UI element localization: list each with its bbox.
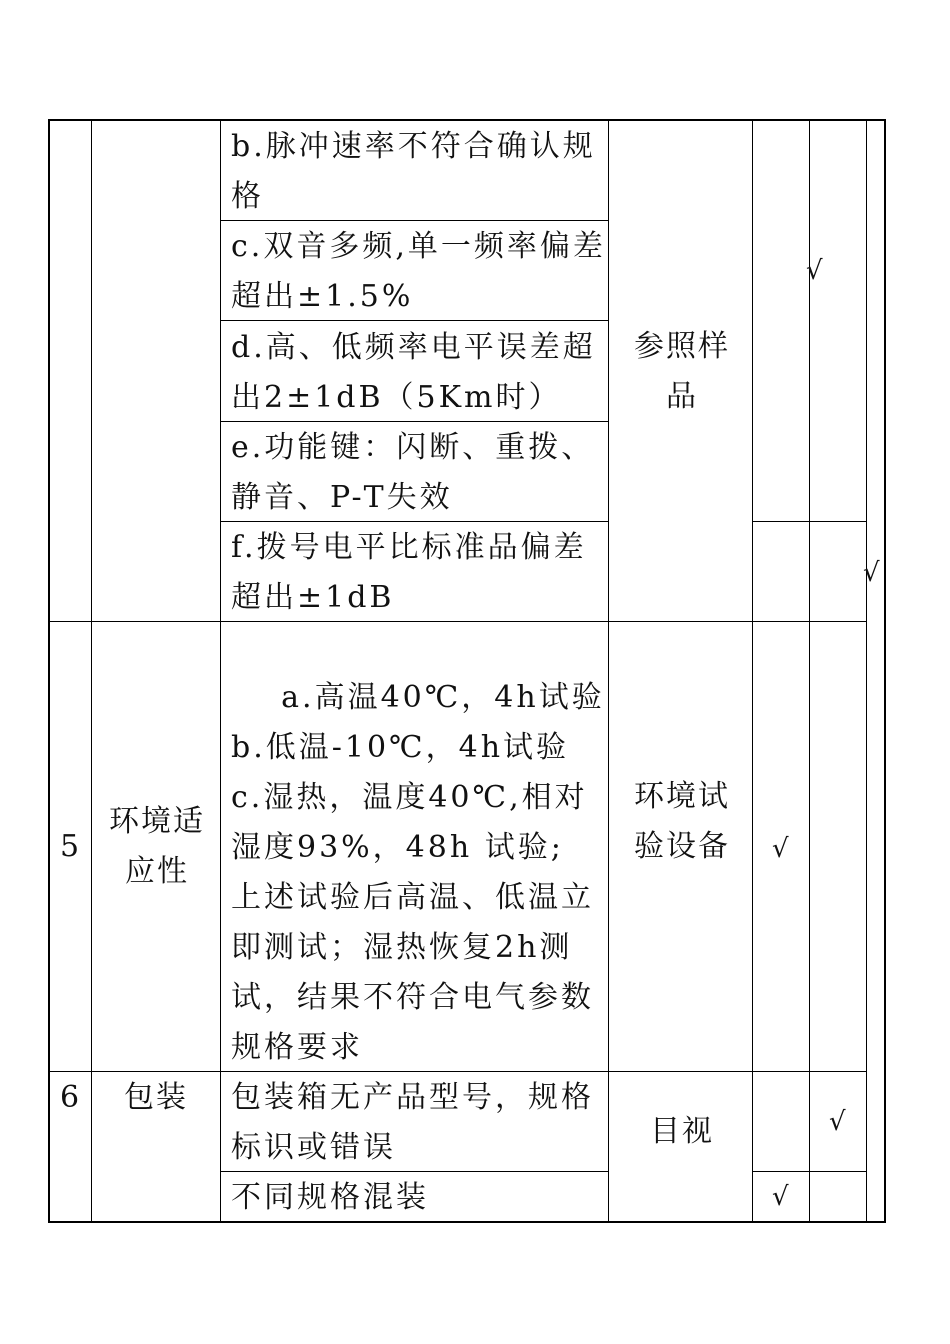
item-cell <box>102 797 212 897</box>
method-text: 参照样品 <box>634 329 730 414</box>
method-cell <box>622 1107 742 1157</box>
criteria-cell <box>221 523 607 623</box>
method-text: 目视 <box>650 1114 714 1149</box>
criteria-text: b.脉冲速率不符合确认规格 <box>231 129 596 214</box>
criteria-text: c.双音多频,单一频率偏差超出±1.5% <box>231 229 606 314</box>
method-cell <box>622 772 742 872</box>
check-mark-icon: √ <box>829 1107 846 1137</box>
check-mark-icon: √ <box>863 558 880 588</box>
criteria-cell <box>221 1073 607 1173</box>
criteria-cell <box>221 122 607 222</box>
criteria-cell <box>221 423 607 523</box>
criteria-cell <box>221 1173 607 1223</box>
criteria-text: e.功能键：闪断、重拨、静音、P-T失效 <box>231 430 595 515</box>
criteria-cell <box>221 623 607 1123</box>
column-divider <box>752 119 753 1223</box>
column-divider <box>866 119 867 1223</box>
criteria-text: d.高、低频率电平误差超出2±1dB（5Km时） <box>231 330 596 415</box>
row-number-cell <box>50 1073 91 1123</box>
method-cell <box>622 322 742 422</box>
criteria-text: 包装箱无产品型号，规格标识或错误 <box>231 1080 594 1165</box>
criteria-cell <box>221 323 607 423</box>
criteria-text: a.高温40℃，4h试验 b.低温-10℃，4h试验 c.湿热，温度40℃,相对湿度93%，48h 试验; 上述试验后高温、低温立即测试；湿热恢复2h测试，结果不符合电气参数规格要求 <box>231 680 605 1065</box>
criteria-cell <box>221 222 607 322</box>
item-cell <box>100 1073 212 1123</box>
item-text: 包装 <box>124 1080 188 1115</box>
item-text: 环境适应性 <box>109 804 205 889</box>
check-mark-icon: √ <box>806 256 823 286</box>
table-top-border <box>48 119 886 121</box>
row-number: 6 <box>59 1080 82 1115</box>
table-right-border <box>884 119 886 1223</box>
column-divider <box>608 119 609 1223</box>
row-number-cell <box>50 822 91 872</box>
check-mark-icon: √ <box>772 1182 789 1212</box>
method-text: 环境试验设备 <box>634 779 730 864</box>
criteria-text: f.拨号电平比标准品偏差超出±1dB <box>231 530 587 615</box>
row-number: 5 <box>59 829 82 864</box>
column-divider <box>91 119 92 1223</box>
check-mark-icon: √ <box>772 834 789 864</box>
table-left-border <box>48 119 50 1223</box>
criteria-text: 不同规格混装 <box>231 1180 429 1215</box>
